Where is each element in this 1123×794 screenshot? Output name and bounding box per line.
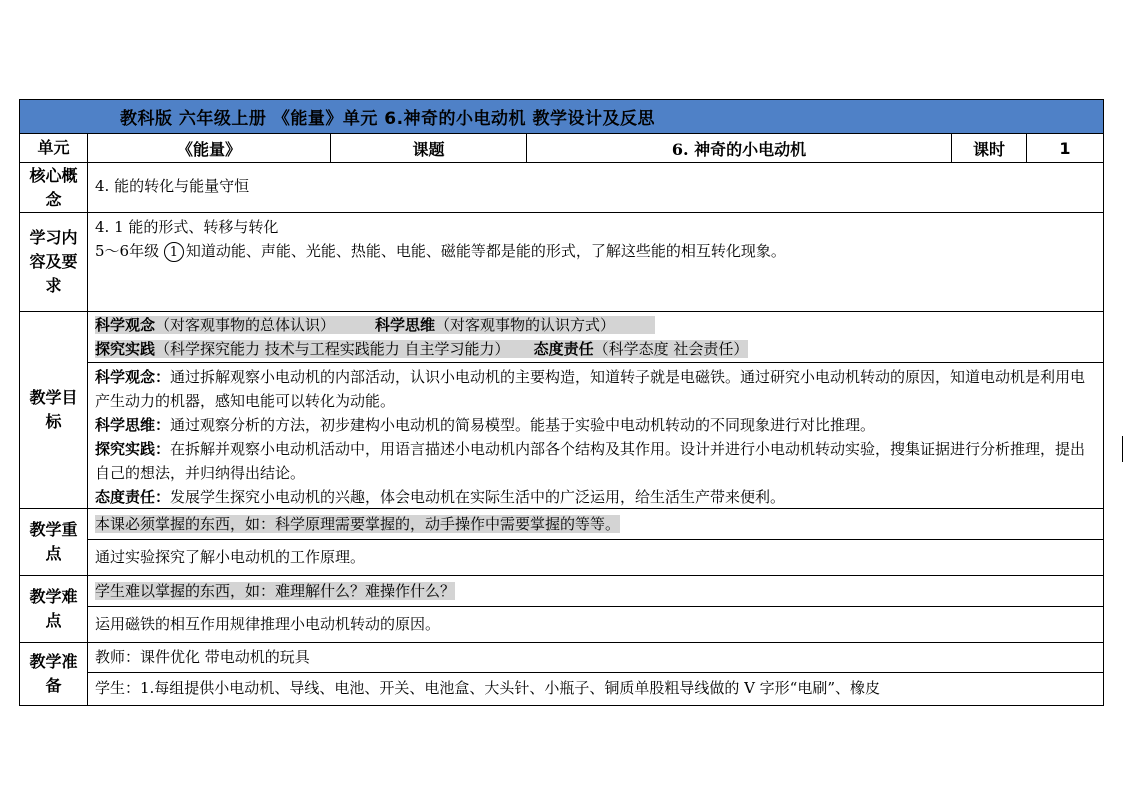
keyword-group-2 xyxy=(375,316,655,334)
keyword-science-concept: 科学观念 xyxy=(95,316,156,334)
goals-label: 教学目标 xyxy=(20,312,88,508)
goals-row xyxy=(20,312,1103,509)
keyword-science-thinking-desc: （对客观事物的认识方式） xyxy=(435,316,616,334)
key-points-content xyxy=(88,509,1103,575)
keyword-group-3 xyxy=(95,340,534,358)
goal-item xyxy=(95,437,1096,485)
goal-item-text: 通过拆解观察小电动机的内部活动，认识小电动机的主要构造，知道转子就是电磁铁。通过研究小电动机转动的原因，知道电动机是利用电产生动力的机器，感知电能可以转化为动能。 xyxy=(95,368,1086,410)
header-row xyxy=(20,134,1103,163)
learning-row xyxy=(20,213,1103,312)
goal-item-label: 科学思维： xyxy=(95,416,171,434)
learning-requirement: 知道动能、声能、光能、热能、电能、磁能等都是能的形式，了解这些能的相互转化现象。 xyxy=(185,242,786,260)
key-points-hint: 本课必须掌握的东西，如：科学原理需要掌握的，动手操作中需要掌握的等等。 xyxy=(95,515,621,533)
unit-label: 单元 xyxy=(20,134,88,162)
keyword-group-1 xyxy=(95,316,375,334)
goal-item-label: 探究实践： xyxy=(95,440,171,458)
topic-value: 6. 神奇的小电动机 xyxy=(527,134,952,162)
learning-label: 学习内容及要求 xyxy=(20,213,88,311)
prep-teacher: 教师：课件优化 带电动机的玩具 xyxy=(88,643,1103,673)
difficulties-label: 教学难点 xyxy=(20,576,88,642)
period-label: 课时 xyxy=(952,134,1027,162)
keyword-inquiry-practice: 探究实践 xyxy=(95,340,156,358)
document-title: 教科版 六年级上册 《能量》单元 6.神奇的小电动机 教学设计及反思 xyxy=(120,109,655,129)
grade-range: 5～6年级 xyxy=(95,242,164,260)
prep-content xyxy=(88,643,1103,705)
difficulties-hint: 学生难以掌握的东西，如：难理解什么？难操作什么？ xyxy=(95,582,456,600)
key-points-label: 教学重点 xyxy=(20,509,88,575)
difficulties-content xyxy=(88,576,1103,642)
circled-number: 1 xyxy=(164,242,184,262)
goal-item-text: 在拆解并观察小电动机活动中，用语言描述小电动机内部各个结构及其作用。设计并进行小电动机转动实验，搜集证据进行分析推理，提出自己的想法，并归纳得出结论。 xyxy=(95,440,1086,482)
keyword-attitude-desc: （科学态度 社会责任） xyxy=(593,340,749,358)
difficulties-row xyxy=(20,576,1103,643)
keyword-science-thinking: 科学思维 xyxy=(375,316,436,334)
core-concept-row xyxy=(20,163,1103,213)
prep-label: 教学准备 xyxy=(20,643,88,705)
goal-item xyxy=(95,413,1096,437)
learning-line-1: 4. 1 能的形式、转移与转化 xyxy=(95,218,279,236)
keyword-inquiry-practice-desc: （科学探究能力 技术与工程实践能力 自主学习能力） xyxy=(155,340,510,358)
key-points-hint-cell xyxy=(88,509,1103,540)
keyword-science-concept-desc: （对客观事物的总体认识） xyxy=(155,316,336,334)
keyword-attitude: 态度责任 xyxy=(533,340,594,358)
key-points-row xyxy=(20,509,1103,576)
goal-item-text: 通过观察分析的方法，初步建构小电动机的简易模型。能基于实验中电动机转动的不同现象进行对比推理。 xyxy=(170,416,876,434)
learning-line-2 xyxy=(95,239,1096,263)
key-points-text: 通过实验探究了解小电动机的工作原理。 xyxy=(95,548,366,566)
prep-student: 学生：1.每组提供小电动机、导线、电池、开关、电池盒、大头针、小瓶子、铜质单股粗导线做的 V 字形“电刷”、橡皮 xyxy=(95,679,881,697)
lesson-plan-table xyxy=(19,99,1104,706)
goal-item-label: 科学观念： xyxy=(95,368,171,386)
keyword-group-4 xyxy=(534,340,749,358)
core-concept-label: 核心概念 xyxy=(20,163,88,212)
goal-item-label: 态度责任： xyxy=(95,488,171,506)
goal-item-text: 发展学生探究小电动机的兴趣，体会电动机在实际生活中的广泛运用，给生活生产带来便利。 xyxy=(170,488,786,506)
learning-content xyxy=(88,213,1103,311)
goals-content xyxy=(88,312,1103,508)
goal-item xyxy=(95,365,1096,413)
core-concept-text: 4. 能的转化与能量守恒 xyxy=(95,177,250,195)
goal-item xyxy=(95,485,1096,509)
unit-value: 《能量》 xyxy=(88,134,331,162)
goals-keywords xyxy=(88,312,1103,363)
topic-label: 课题 xyxy=(331,134,527,162)
period-value: 1 xyxy=(1059,138,1071,158)
prep-row xyxy=(20,643,1103,705)
goals-list xyxy=(88,363,1103,511)
title-bar xyxy=(20,100,1103,134)
difficulties-hint-cell xyxy=(88,576,1103,607)
difficulties-text: 运用磁铁的相互作用规律推理小电动机转动的原因。 xyxy=(95,615,441,633)
